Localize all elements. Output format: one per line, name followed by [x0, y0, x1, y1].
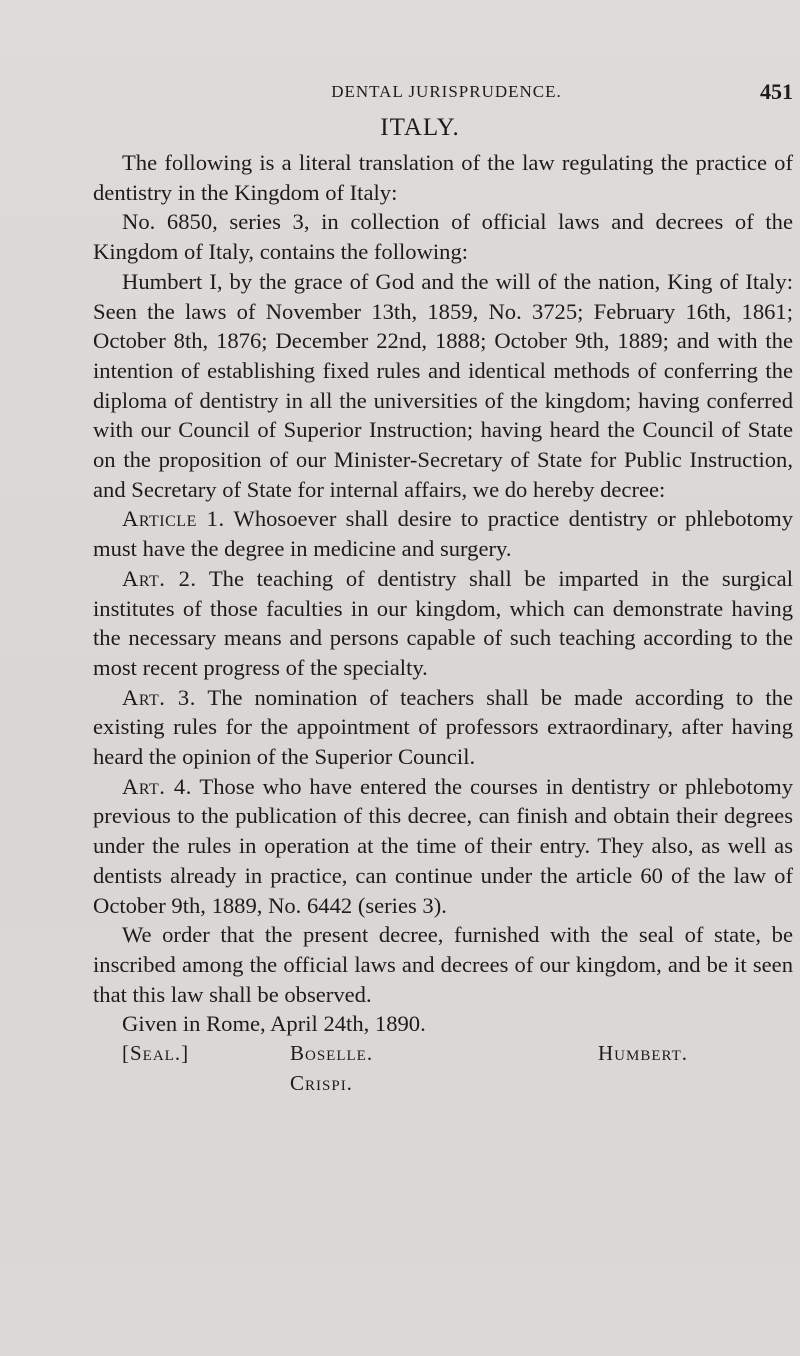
article-1 — [93, 504, 793, 563]
article-text: Whosoever shall desire to practice dentistry or phlebotomy must have the degree in medicine and surgery. — [93, 506, 793, 562]
running-head-title: DENTAL JURISPRUDENCE. — [331, 82, 562, 101]
article-text: The teaching of dentistry shall be imparted in the surgical institutes of those faculties in our kingdom, which can demonstrate having the necessary means and persons capable of such teaching according to the most recent progress of the specialty. — [93, 565, 793, 680]
page-number: 451 — [760, 79, 793, 104]
paragraph-text: We order that the present decree, furnished with the seal of state, be inscribed among the official laws and decrees of our kingdom, and be it seen that this law shall be observed. — [93, 922, 793, 1007]
signatory-crispi: Crispi. — [290, 1070, 353, 1095]
signatory-boselle: Boselle. — [290, 1041, 374, 1066]
paragraph-text: No. 6850, series 3, in collection of official laws and decrees of the Kingdom of Italy, contains the following: — [93, 209, 793, 265]
signatory-humbert: Humbert. — [598, 1041, 689, 1066]
signature-row-2 — [93, 1069, 793, 1099]
running-head — [100, 79, 793, 108]
preamble-paragraph — [93, 267, 793, 505]
article-2 — [93, 564, 793, 683]
body-text — [93, 148, 793, 1098]
section-title: ITALY. — [380, 114, 460, 141]
given-line — [93, 1009, 793, 1039]
order-paragraph — [93, 920, 793, 1009]
seal-mark: [Seal.] — [122, 1041, 190, 1066]
article-4 — [93, 772, 793, 921]
article-3 — [93, 683, 793, 772]
intro-paragraph — [93, 148, 793, 207]
article-label: Article 1. — [122, 506, 225, 532]
paragraph-text: Given in Rome, April 24th, 1890. — [122, 1011, 426, 1037]
article-label: Art. 2. — [122, 565, 197, 591]
article-label: Art. 3. — [122, 684, 196, 710]
article-label: Art. 4. — [122, 773, 192, 799]
article-text: Those who have entered the courses in dentistry or phlebotomy previous to the publication of this decree, can finish and obtain their degrees under the rules in operation at the time of their entry. They also, as well as dentists already in practice, can continue under the article 60 of the law of October 9th, 1889, No. 6442 (series 3). — [93, 773, 793, 918]
paragraph-text: Humbert I, by the grace of God and the will of the nation, King of Italy: Seen the laws of November 13th, 1859, No. 3725; February 16th, 1861; October 8th, 1876; December 22nd, 1888; October 9th, 1889; and with the intention of establishing fixed rules and identical methods of conferring the diploma of dentistry in all the universities of the kingdom; having conferred with our Council of Superior Instruction; having heard the Council of State on the proposition of our Minister-Secretary of State for Public Instruction, and Secretary of State for internal affairs, we do hereby decree: — [93, 268, 793, 502]
collection-paragraph — [93, 207, 793, 266]
signature-row — [93, 1039, 793, 1069]
paragraph-text: The following is a literal translation of the law regulating the practice of dentistry in the Kingdom of Italy: — [93, 150, 793, 205]
article-text: The nomination of teachers shall be made according to the existing rules for the appointment of professors extraordinary, after having heard the opinion of the Superior Council. — [93, 684, 793, 770]
